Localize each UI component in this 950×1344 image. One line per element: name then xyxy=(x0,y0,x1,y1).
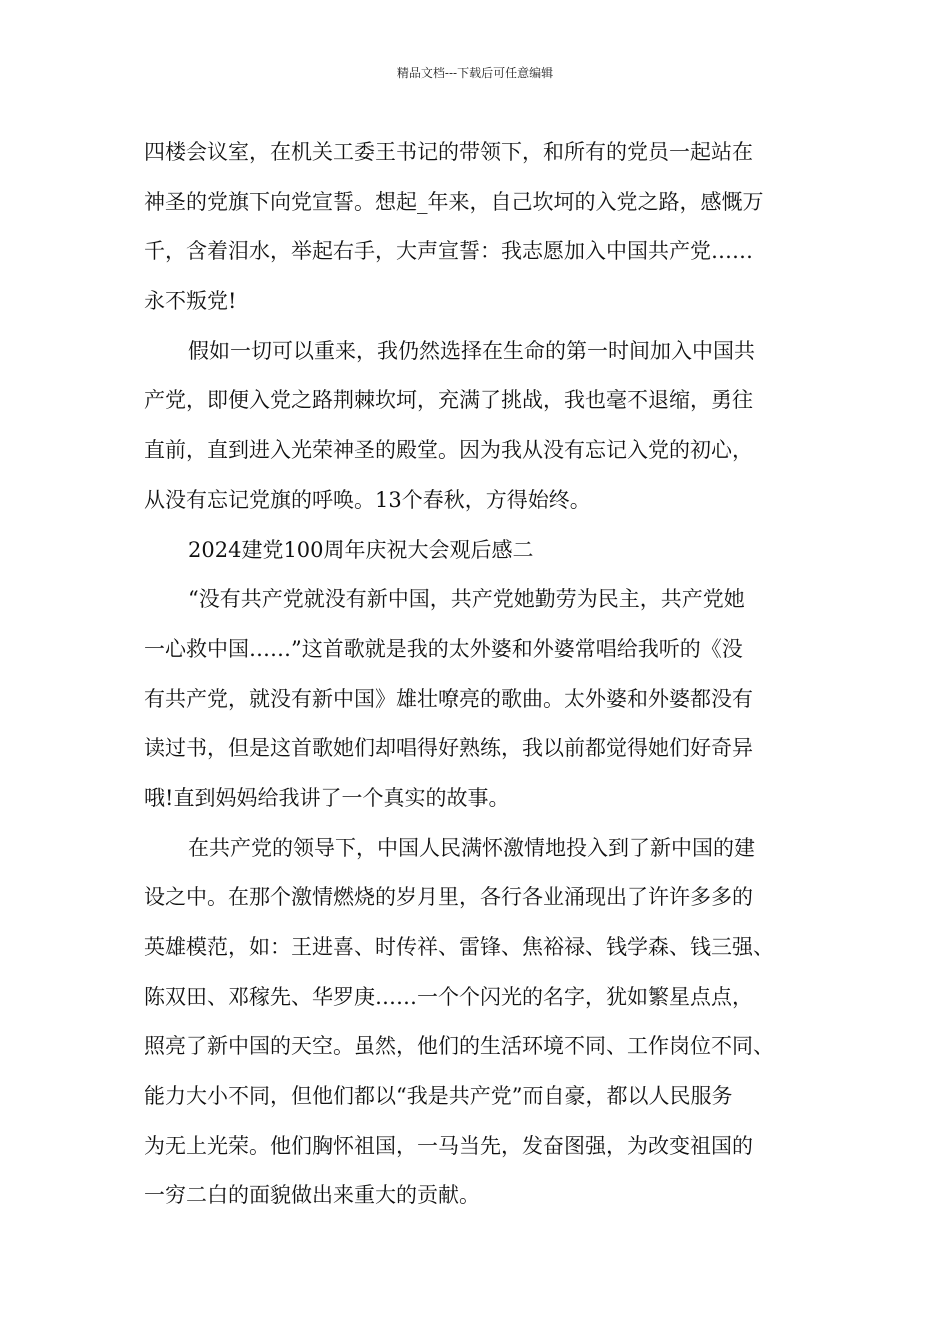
text-line: 设之中。在那个激情燃烧的岁月里，各行各业涌现出了许许多多的 xyxy=(144,885,753,910)
text-line: 四楼会议室，在机关工委王书记的带领下，和所有的党员一起站在 xyxy=(144,140,753,164)
text-line: 陈双田、邓稼先、华罗庚……一个个闪光的名字，犹如繁星点点， xyxy=(144,984,753,1009)
text-line: 产党，即便入党之路荆棘坎坷，充满了挑战，我也毫不退缩，勇往 xyxy=(144,388,753,413)
text-line: 从没有忘记党旗的呼唤。13个春秋，方得始终。 xyxy=(144,487,591,512)
text-line: 神圣的党旗下向党宣誓。想起_年来，自己坎坷的入党之路，感慨万 xyxy=(144,189,764,214)
text-line: 为无上光荣。他们胸怀祖国，一马当先，发奋图强，为改变祖国的 xyxy=(144,1133,753,1158)
document-body xyxy=(144,132,824,1225)
text-line: 直前，直到进入光荣神圣的殿堂。因为我从没有忘记入党的初心， xyxy=(144,438,753,463)
text-line: 哦!直到妈妈给我讲了一个真实的故事。 xyxy=(144,785,510,810)
text-line: 2024建党100周年庆祝大会观后感二 xyxy=(188,537,534,562)
text-line: 永不叛党! xyxy=(144,289,237,314)
text-line: 能力大小不同，但他们都以“我是共产党”而自豪，都以人民服务 xyxy=(144,1084,733,1109)
text-line: 千，含着泪水，举起右手，大声宣誓：我志愿加入中国共产党…… xyxy=(144,239,753,264)
text-line: 英雄模范，如：王进喜、时传祥、雷锋、焦裕禄、钱学森、钱三强、 xyxy=(144,935,774,959)
text-line: 一穷二白的面貌做出来重大的贡献。 xyxy=(144,1183,480,1208)
text-line: 照亮了新中国的天空。虽然，他们的生活环境不同、工作岗位不同、 xyxy=(144,1034,774,1059)
text-line: 假如一切可以重来，我仍然选择在生命的第一时间加入中国共 xyxy=(188,338,755,363)
text-line: “没有共产党就没有新中国，共产党她勤劳为民主，共产党她 xyxy=(188,587,745,612)
text-line: 在共产党的领导下，中国人民满怀激情地投入到了新中国的建 xyxy=(188,835,755,860)
text-line: 一心救中国……”这首歌就是我的太外婆和外婆常唱给我听的《没 xyxy=(144,636,743,661)
text-line: 有共产党，就没有新中国》雄壮嘹亮的歌曲。太外婆和外婆都没有 xyxy=(144,686,753,711)
page-header: 精品文档---下载后可任意编辑 xyxy=(396,66,554,80)
text-line: 读过书，但是这首歌她们却唱得好熟练，我以前都觉得她们好奇异 xyxy=(144,736,753,761)
